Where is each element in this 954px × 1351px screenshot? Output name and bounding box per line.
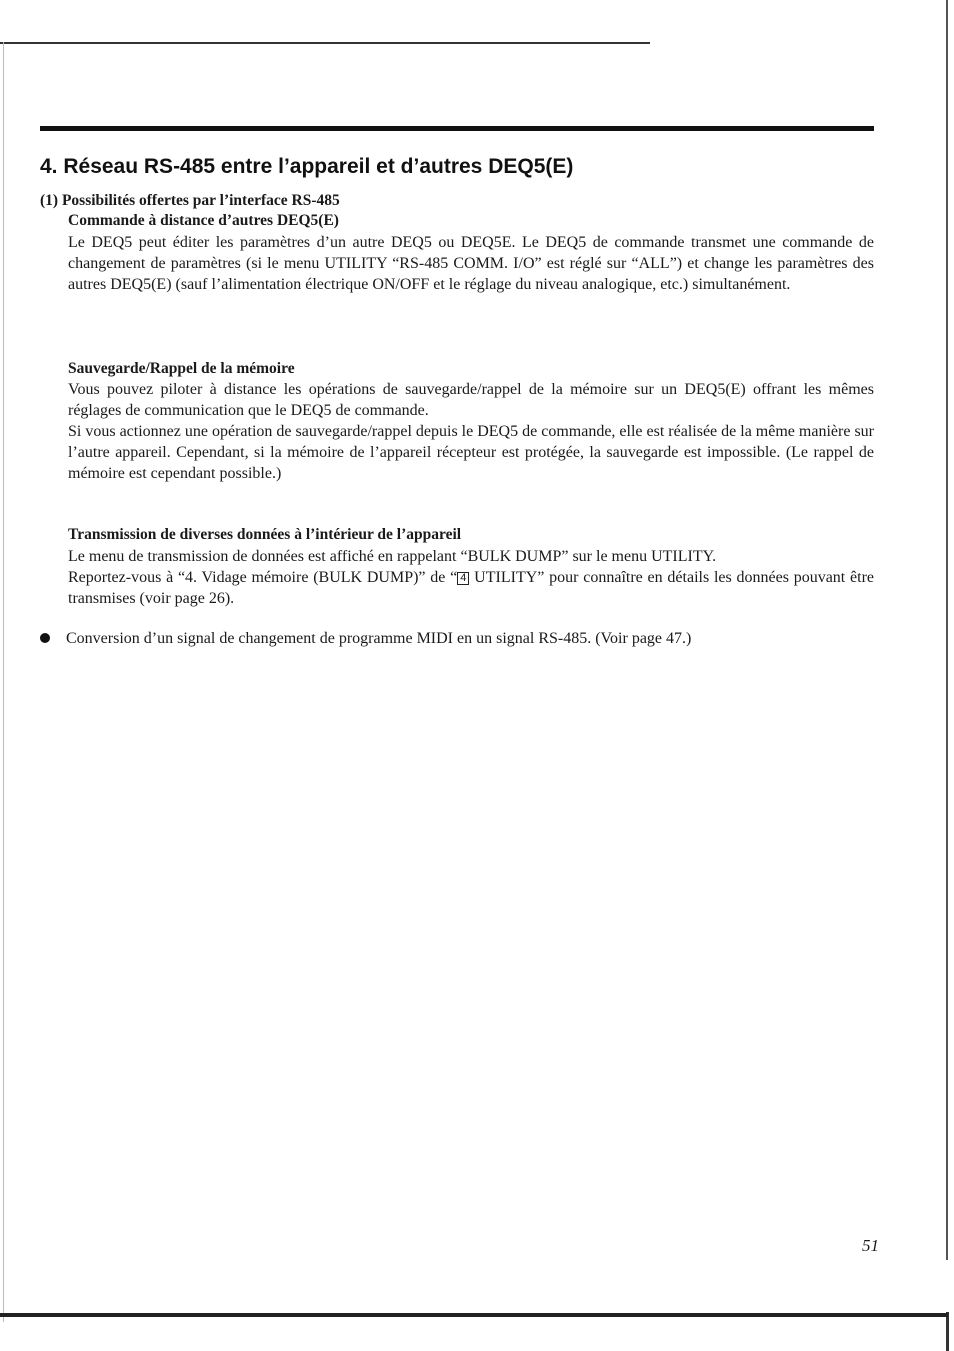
paragraph-memory-2: Si vous actionnez une opération de sauvegarde/rappel depuis le DEQ5 de commande, elle est réalisée de la même manière sur l’autre appareil. Cependant, si la mémoire de l’appareil récepteur est protégée, la sauvegarde est impossible. (Le rappel de mémoire est cependant possible.)	[68, 423, 874, 482]
block-heading-memory: Sauvegarde/Rappel de la mémoire	[68, 360, 295, 377]
bullet-dot-icon	[40, 633, 50, 643]
top-rule	[40, 126, 874, 131]
paragraph-transmission-ref	[68, 567, 874, 609]
paragraph-transmission-1: Le menu de transmission de données est affiché en rappelant “BULK DUMP” sur le menu UTILITY.	[68, 548, 717, 565]
utility-key-box: 4	[457, 572, 469, 585]
paragraph-remote-control: Le DEQ5 peut éditer les paramètres d’un autre DEQ5 ou DEQ5E. Le DEQ5 de commande transmet une commande de changement de paramètres (si le menu UTILITY “RS-485 COMM. I/O” est réglé sur “ALL”) et change les paramètres des autres DEQ5(E) (sauf l’alimentation électrique ON/OFF et le réglage du niveau analogique, etc.) simultanément.	[68, 234, 874, 293]
page-number: 51	[862, 1236, 879, 1255]
scan-edge-right-bottom	[946, 1312, 949, 1351]
ref-text-after: UTILITY” pour connaître en détails les données pouvant être transmises (voir page 26).	[68, 569, 875, 607]
bullet-text: Conversion d’un signal de changement de programme MIDI en un signal RS-485. (Voir page 47.)	[66, 630, 692, 647]
scan-edge-left	[3, 42, 4, 1322]
subsection-heading: (1) Possibilités offertes par l’interface RS-485	[40, 192, 340, 209]
bottom-rule	[0, 1313, 948, 1317]
block-heading-transmission: Transmission de diverses données à l’intérieur de l’appareil	[68, 526, 462, 543]
scan-edge-top	[0, 42, 650, 44]
scan-edge-right	[946, 0, 948, 1260]
paragraph-memory-1: Vous pouvez piloter à distance les opérations de sauvegarde/rappel de la mémoire sur un DEQ5(E) offrant les mêmes réglages de communication que le DEQ5 de commande.	[68, 381, 874, 419]
ref-text-before: Reportez-vous à “4. Vidage mémoire (BULK DUMP)” de “	[68, 569, 458, 586]
bullet-item	[40, 628, 874, 649]
block-heading-remote-control: Commande à distance d’autres DEQ5(E)	[68, 212, 339, 229]
section-title: 4. Réseau RS-485 entre l’appareil et d’autres DEQ5(E)	[40, 155, 574, 178]
